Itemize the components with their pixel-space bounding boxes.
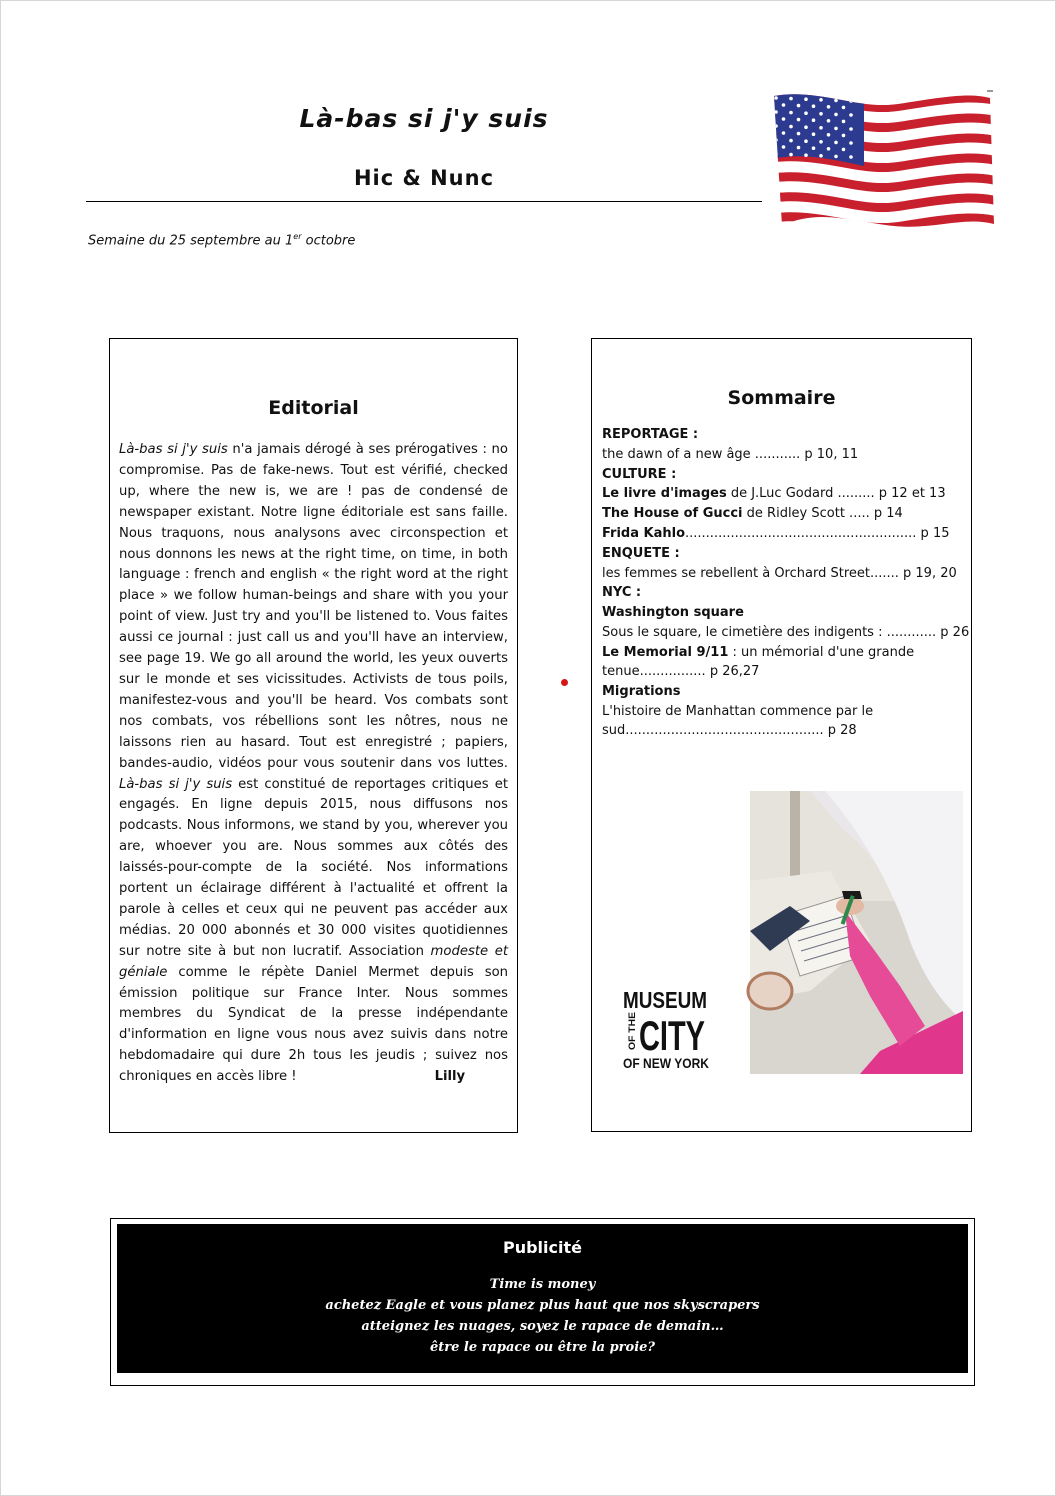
toc-item-gucci-title: The House of Gucci <box>602 506 743 522</box>
toc-item-memorial <box>602 643 964 682</box>
flag-star <box>842 148 846 152</box>
flag-star <box>842 134 846 138</box>
advertisement-title: Publicité <box>502 1238 582 1257</box>
issue-date <box>88 232 355 248</box>
flag-star <box>849 113 853 117</box>
flag-star <box>842 106 846 110</box>
flag-star <box>789 125 793 129</box>
flag-star <box>827 147 831 151</box>
writing-photo <box>750 791 963 1074</box>
flag-star <box>819 126 823 130</box>
flag-star <box>834 127 838 131</box>
ad-line-1: Time is money <box>489 1277 596 1292</box>
flag-star <box>804 153 808 157</box>
flag-star <box>789 153 793 157</box>
toc-item-cimetiere: Sous le square, le cimetière des indigents : ............ p 26 <box>602 624 970 640</box>
issue-date-prefix: Semaine du 25 septembre au 1 <box>88 233 294 249</box>
toc-item-livre-images-rest: de J.Luc Godard ......... p 12 et 13 <box>726 486 946 502</box>
flag-star <box>782 131 786 135</box>
toc-item-frida-rest: ........................................................ p 15 <box>685 525 950 541</box>
flag-star <box>819 98 823 102</box>
toc-item-frida <box>602 524 964 544</box>
red-dot-marker <box>561 679 568 686</box>
flag-star <box>812 104 816 108</box>
flag-star <box>789 97 793 101</box>
flag-star <box>812 132 816 136</box>
toc-item-washington: Washington square <box>602 605 744 621</box>
flag-star <box>849 127 853 131</box>
flag-star <box>819 154 823 158</box>
editorial-part1: n'a jamais dérogé à ses prérogatives : no compromise. Pas de fake-news. Tout est vérifié, checked up, where the new is, we are ! pas de condensé de newspaper existant. Notre ligne éditoriale est sans faille. Nous traquons, nous analysons avec circonspection et nous donnons les news at the right time, on time, in both language : french and english « the right word at the right place » we follow human-beings and share with you your point of view. Just try and you'll be listened to. Vous faites aussi ce journal : just call us and you'll have an interview, see page 19. We go all around the world, les yeux ouverts sur le monde et ses vicissitudes. Activists de tous poils, manifestez-vous and you'll be heard. Vos combats sont nos combats, vos rébellions sont les nôtres, nous ne laissons rien au hasard. Tout est enregistré ; papiers, bandes-audio, vidéos pour vous soutenir dans vos luttes. <box>119 442 508 771</box>
toc-item-memorial-title: Le Memorial 9/11 <box>602 644 729 660</box>
advertisement-text <box>117 1274 968 1358</box>
museum-city-ny-logo <box>622 984 712 1072</box>
editorial-title: Editorial <box>268 397 359 419</box>
toc-item-gucci-rest: de Ridley Scott ..... p 14 <box>742 506 903 522</box>
flag-star <box>827 133 831 137</box>
flag-star <box>797 118 801 122</box>
flag-star <box>804 139 808 143</box>
toc-item-livre-images <box>602 484 964 504</box>
flag-star <box>782 103 786 107</box>
toc-item-gucci <box>602 504 964 524</box>
flag-star <box>834 99 838 103</box>
flag-star <box>834 113 838 117</box>
table-of-contents <box>602 425 970 741</box>
editorial-tail-italic: modeste et géniale <box>119 943 508 980</box>
advertisement-panel <box>117 1224 968 1373</box>
flag-star <box>782 145 786 149</box>
museum-logo-city: CITY <box>639 1012 705 1059</box>
flag-star <box>819 140 823 144</box>
flag-star <box>782 117 786 121</box>
editorial-part3: comme le répète Daniel Mermet depuis son émission politique sur France Inter. Nous sommes membres du Syndicat de la presse indépendante d'information en ligne vous nous avez suivis dans notre hebdomadaire qui dure 2h tous les jeudis ; suivez nos chroniques en accès libre ! <box>119 964 508 1085</box>
newspaper-subtitle: Hic & Nunc <box>353 166 495 190</box>
toc-section-culture: CULTURE : <box>602 466 677 482</box>
advertisement-box <box>110 1218 975 1386</box>
flag-star <box>804 111 808 115</box>
editorial-text <box>119 440 508 1088</box>
flag-star <box>774 110 778 114</box>
flag-star <box>812 146 816 150</box>
flag-star <box>774 138 778 142</box>
flag-star <box>774 124 778 128</box>
editorial-lead-italic: Là-bas si j'y suis <box>119 442 228 457</box>
flag-star <box>842 120 846 124</box>
toc-section-enquete: ENQUETE : <box>602 545 680 561</box>
editorial-part2: est constitué de reportages critiques et engagés. En ligne depuis 2015, nous diffusons nos podcasts. Nous informons, we stand by you, wherever you are, whoever you are. Nous sommes aux côtés des laissés-pour-compte de la société. Nos informations portent un éclairage différent à l'actualité et offrent la parole à celles et ceux qui ne peuvent pas accéder aux médias. 20 000 abonnés et 30 000 visites quotidiennes sur notre site à but non lucratif. Association <box>119 776 508 959</box>
museum-logo-line3: OF NEW YORK <box>623 1055 709 1071</box>
editorial-signature: Lilly <box>434 1069 466 1085</box>
editorial-mid-italic: Là-bas si j'y suis <box>119 776 233 792</box>
editorial-box <box>109 338 518 1133</box>
flag-star <box>789 139 793 143</box>
museum-logo-mark <box>622 984 712 1072</box>
toc-item-dawn: the dawn of a new âge ........... p 10, 11 <box>602 446 859 462</box>
museum-logo-line1: MUSEUM <box>623 987 707 1013</box>
ad-line-4: être le rapace ou être la proie? <box>429 1340 656 1355</box>
flag-star <box>819 112 823 116</box>
flag-star <box>804 125 808 129</box>
ad-line-2: achetez Eagle et vous planez plus haut que nos skyscrapers <box>325 1298 760 1313</box>
masthead-divider <box>86 201 762 202</box>
flag-star <box>804 97 808 101</box>
toc-item-manhattan: L'histoire de Manhattan commence par le sud................................................ p 28 <box>602 703 874 739</box>
sommaire-title: Sommaire <box>727 387 836 409</box>
flag-star <box>789 111 793 115</box>
issue-date-sup: er <box>293 232 302 241</box>
toc-item-memorial-rest: : un mémorial d'une grande tenue................ p 26,27 <box>602 644 915 680</box>
toc-item-frida-title: Frida Kahlo <box>602 525 686 541</box>
toc-section-nyc: NYC : <box>602 585 642 601</box>
issue-date-suffix: octobre <box>301 233 356 249</box>
toc-item-orchard: les femmes se rebellent à Orchard Street....... p 19, 20 <box>602 565 957 581</box>
flag-star <box>834 141 838 145</box>
flag-star <box>812 118 816 122</box>
flag-star <box>797 104 801 108</box>
flag-star <box>849 155 853 159</box>
flag-star <box>827 105 831 109</box>
newspaper-title: Là-bas si j'y suis <box>299 104 549 133</box>
flag-star <box>774 96 778 100</box>
toc-section-migrations: Migrations <box>602 683 681 699</box>
flag-star <box>797 146 801 150</box>
flag-star <box>849 141 853 145</box>
flag-star <box>849 99 853 103</box>
flag-star <box>774 152 778 156</box>
toc-section-reportage: REPORTAGE : <box>602 427 699 442</box>
flag-star <box>797 132 801 136</box>
flag-star <box>834 155 838 159</box>
flag-star <box>827 119 831 123</box>
american-flag-image <box>768 88 996 232</box>
ad-line-3: atteignez les nuages, soyez le rapace de demain… <box>361 1319 724 1334</box>
toc-item-livre-images-title: Le livre d'images <box>602 486 727 502</box>
museum-logo-of-the: OF THE <box>627 1017 637 1050</box>
